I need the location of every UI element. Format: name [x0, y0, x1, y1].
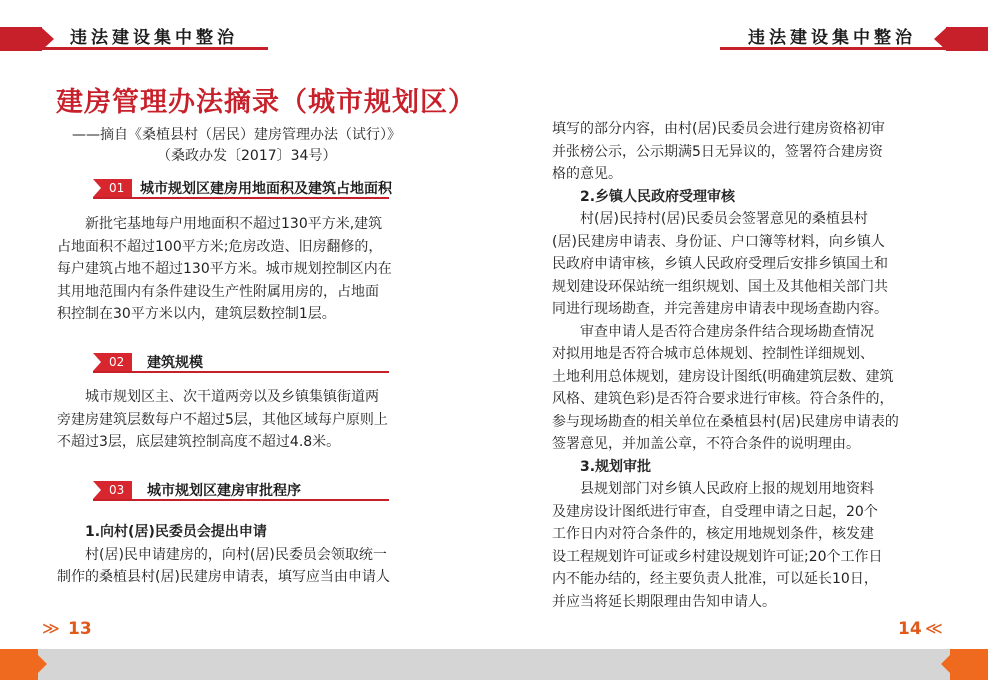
- page-title: 建房管理办法摘录（城市规划区）: [56, 87, 476, 118]
- text-line: 风格、建筑色彩)是否符合要求进行审核。符合条件的，: [552, 391, 894, 407]
- step-heading: 3.规划审批: [580, 458, 652, 475]
- text-line: 占地面积不超过100平方米;危房改造、旧房翻修的，: [57, 238, 383, 255]
- section-02-header: [93, 353, 389, 373]
- section-03-body: [57, 521, 437, 589]
- text-line: 其用地范围内有条件建设生产性附属用房的，占地面: [57, 283, 379, 300]
- text-line: 新批宅基地每户用地面积不超过130平方米,建筑: [85, 216, 383, 232]
- right-page-body: [552, 118, 934, 613]
- footer-left-arrow-icon: [38, 655, 47, 673]
- section-title: 建筑规模: [147, 355, 203, 371]
- text-line: 村(居)民持村(居)民委员会签署意见的桑植县村: [580, 211, 868, 227]
- section-divider: [93, 371, 389, 373]
- text-line: 制作的桑植县村(居)民建房申请表，填写应当由申请人: [57, 569, 390, 585]
- text-line: 规划建设环保站统一组织规划、国土及其他相关部门共: [552, 278, 888, 295]
- section-01-header: [93, 179, 392, 199]
- section-number-badge: 02: [93, 353, 132, 371]
- header-right-title: 违法建设集中整治: [748, 28, 916, 48]
- text-line: 审查申请人是否符合建房条件结合现场勘查情况: [580, 323, 874, 340]
- page-chevron-icon: ≫: [42, 619, 60, 639]
- text-line: 格的意见。: [552, 166, 622, 182]
- text-line: 内不能办结的，经主要负责人批准，可以延长10日，: [552, 571, 878, 587]
- footer-bar: [0, 649, 988, 680]
- text-line: 并应当将延长期限理由告知申请人。: [552, 593, 776, 610]
- section-title: 城市规划区建房用地面积及建筑占地面积: [140, 181, 392, 197]
- section-01-body: [57, 213, 437, 326]
- footer-right-arrow-icon: [941, 655, 950, 673]
- source-citation: ——摘自《桑植县村（居民）建房管理办法（试行）》: [72, 127, 401, 143]
- text-line: 旁建房建筑层数每户不超过5层，其他区域每户原则上: [57, 411, 388, 428]
- page-number: 14: [898, 619, 922, 639]
- section-number-badge: 01: [93, 179, 132, 197]
- text-line: 每户建筑占地不超过130平方米。城市规划控制区内在: [57, 261, 392, 277]
- page-chevron-icon: ≪: [925, 619, 943, 639]
- text-line: 县规划部门对乡镇人民政府上报的规划用地资料: [580, 481, 874, 497]
- text-line: 签署意见，并加盖公章，不符合条件的说明理由。: [552, 436, 860, 452]
- text-line: 同进行现场勘查，并完善建房申请表中现场查勘内容。: [552, 301, 888, 317]
- text-line: 并张榜公示，公示期满5日无异议的，签署符合建房资: [552, 143, 883, 160]
- section-number-badge: 03: [93, 481, 132, 499]
- text-line: 设工程规划许可证或乡村建设规划许可证;20个工作日: [552, 548, 883, 565]
- text-line: (居)民建房申请表、身份证、户口簿等材料，向乡镇人: [552, 233, 885, 250]
- document-number: （桑政办发〔2017〕34号）: [157, 148, 337, 164]
- section-02-body: [57, 386, 437, 454]
- footer-right-block: [950, 649, 988, 680]
- text-line: 填写的部分内容，由村(居)民委员会进行建房资格初审: [552, 121, 885, 137]
- text-line: 工作日内对符合条件的，核定用地规划条件，核发建: [552, 526, 874, 542]
- text-line: 土地利用总体规划，建房设计图纸(明确建筑层数、建筑: [552, 368, 894, 385]
- text-line: 积控制在30平方米以内，建筑层数控制1层。: [57, 306, 336, 322]
- text-line: 不超过3层，底层建筑控制高度不超过4.8米。: [57, 434, 341, 450]
- footer-left-block: [0, 649, 38, 680]
- step-heading: 1.向村(居)民委员会提出申请: [85, 524, 267, 540]
- text-line: 参与现场勘查的相关单位在桑植县村(居)民建房申请表的: [552, 413, 899, 430]
- text-line: 村(居)民申请建房的，向村(居)民委员会领取统一: [85, 546, 387, 563]
- page-number: 13: [68, 619, 92, 639]
- section-03-header: [93, 481, 389, 501]
- text-line: 及建房设计图纸进行审查，自受理申请之日起，20个: [552, 503, 878, 520]
- header-left-title: 违法建设集中整治: [70, 28, 238, 48]
- text-line: 民政府申请审核，乡镇人民政府受理后安排乡镇国土和: [552, 256, 888, 272]
- text-line: 对拟用地是否符合城市总体规划、控制性详细规划、: [552, 346, 874, 362]
- section-title: 城市规划区建房审批程序: [147, 483, 301, 499]
- text-line: 城市规划区主、次干道两旁以及乡镇集镇街道两: [85, 389, 379, 405]
- step-heading: 2.乡镇人民政府受理审核: [580, 188, 736, 205]
